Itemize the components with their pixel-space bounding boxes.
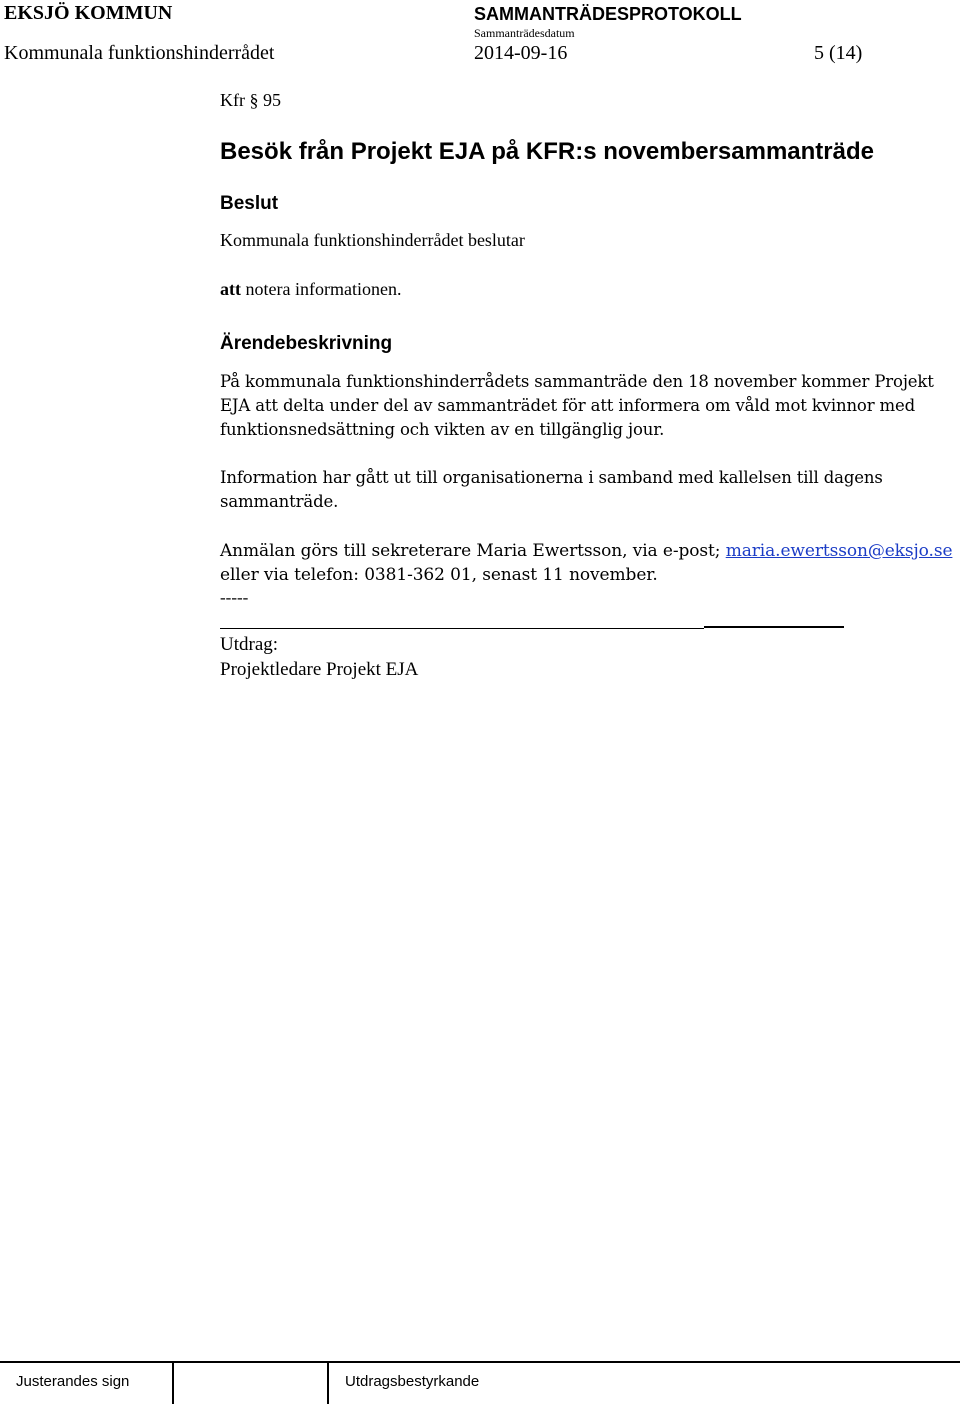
decision-intro: Kommunala funktionshinderrådet beslutar [220, 230, 525, 250]
document-type: SAMMANTRÄDESPROTOKOLL [474, 4, 742, 24]
description-paragraph-2 [220, 466, 883, 514]
footer-divider [327, 1362, 329, 1404]
paragraph-line: EJA att delta under del av sammanträdet för att informera om våld mot kvinnor med [220, 396, 916, 415]
separator-rule [220, 628, 704, 629]
paragraph-line: eller via telefon: 0381-362 01, senast 11 november. [220, 565, 658, 585]
date-label: Sammanträdesdatum [474, 26, 575, 40]
decision-statement [220, 279, 401, 300]
footer-divider [172, 1362, 174, 1404]
footer-sign-label: Justerandes sign [16, 1373, 130, 1390]
page-number: 5 (14) [814, 42, 863, 64]
paragraph-line: Information har gått ut till organisationerna i samband med kallelsen till dagens [220, 468, 883, 487]
extract-recipient: Projektledare Projekt EJA [220, 659, 419, 680]
paragraph-line [220, 539, 952, 563]
item-title: Besök från Projekt EJA på KFR:s novembersammanträde [220, 138, 874, 165]
separator-dashes: ----- [220, 588, 249, 607]
footer-certification-label: Utdragsbestyrkande [345, 1373, 480, 1390]
description-paragraph-3 [220, 539, 952, 587]
paragraph-line: På kommunala funktionshinderrådets sammanträde den 18 november kommer Projekt [220, 372, 934, 391]
footer-rule [0, 1361, 960, 1363]
att-keyword: att [220, 279, 241, 299]
decision-heading: Beslut [220, 193, 279, 214]
extract-label: Utdrag: [220, 634, 279, 655]
email-link[interactable]: maria.ewertsson@eksjo.se [725, 541, 953, 561]
contact-text: Anmälan görs till sekreterare Maria Ewertsson, via e-post; [220, 541, 726, 561]
paragraph-reference: Kfr § 95 [220, 90, 281, 110]
description-heading: Ärendebeskrivning [220, 333, 393, 354]
body-name: Kommunala funktionshinderrådet [4, 42, 275, 64]
organization-name: EKSJÖ KOMMUN [4, 2, 173, 24]
separator-rule-thick [704, 626, 844, 628]
paragraph-line: funktionsnedsättning och vikten av en tillgänglig jour. [220, 420, 665, 439]
paragraph-line: sammanträde. [220, 492, 339, 511]
description-paragraph-1 [220, 370, 934, 442]
meeting-date: 2014-09-16 [474, 42, 568, 64]
decision-text: notera informationen. [241, 279, 402, 299]
